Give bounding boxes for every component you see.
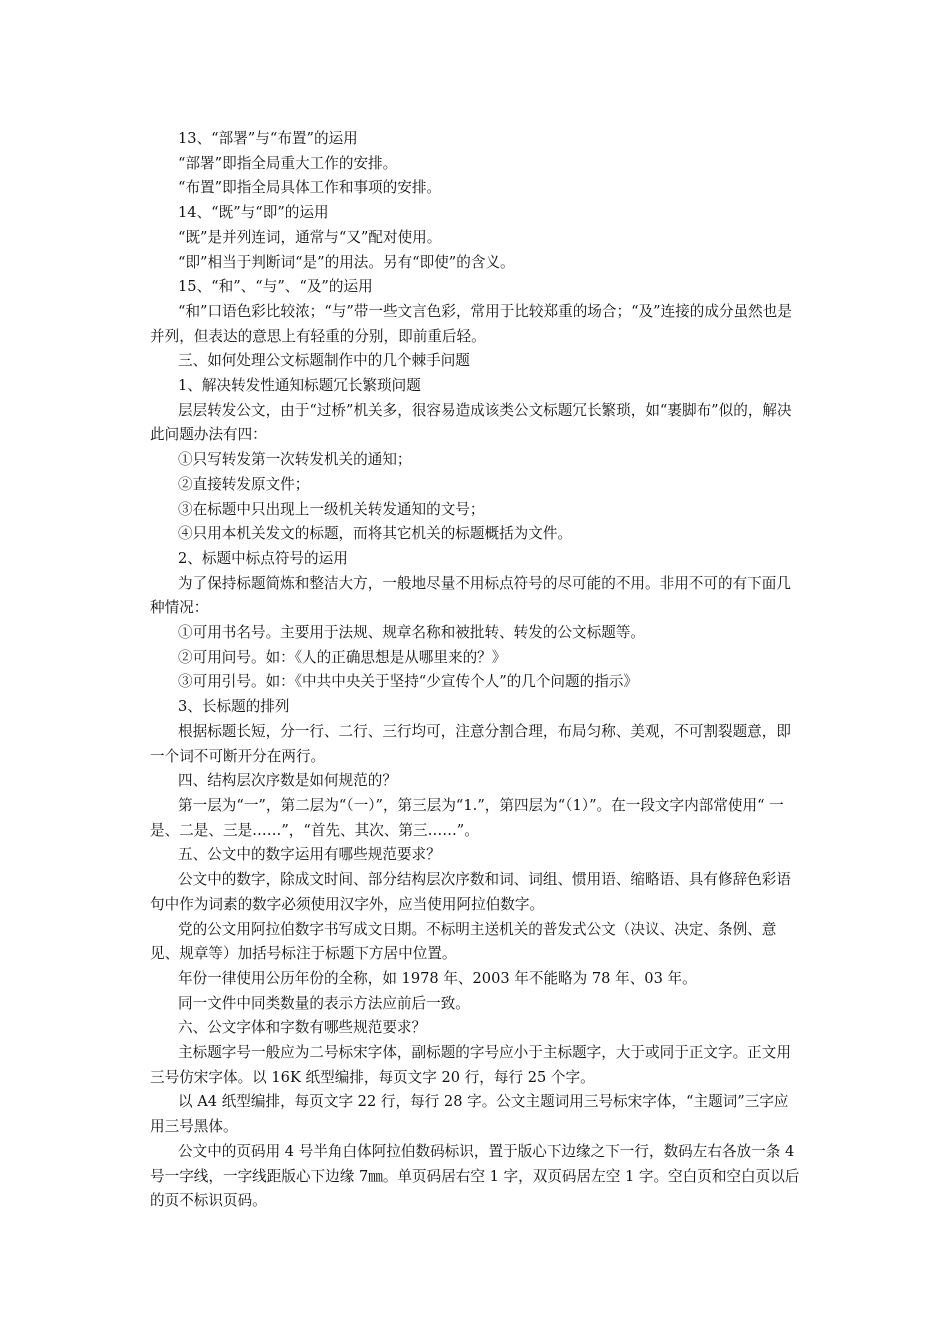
line-15: 2、标题中标点符号的运用: [178, 549, 348, 567]
line-26: 党的公文用阿拉伯数字书写成文日期。不标明主送机关的普发式公文（决议、决定、条例、意见、规章等）加括号标注于标题下方居中位置。: [150, 920, 777, 963]
line-0: 13、“部署”与“布置”的运用: [178, 130, 358, 147]
line-27: 年份一律使用公历年份的全称，如 1978 年、2003 年不能略为 78 年、03 年。: [178, 969, 697, 987]
line-7: “和”口语色彩比较浓；“与”带一些文言色彩，常用于比较郑重的场合；“及”连接的成分虽然也是并列，但表达的意思上有轻重的分别，即前重后轻。: [150, 302, 792, 345]
line-28: 同一文件中同类数量的表示方法应前后一致。: [178, 994, 470, 1012]
line-25: 公文中的数字，除成文时间、部分结构层次序数和词、词组、惯用语、缩略语、具有修辞色彩语句中作为词素的数字必须使用汉字外，应当使用阿拉伯数字。: [150, 871, 791, 913]
line-8: 三、如何处理公文标题制作中的几个棘手问题: [178, 352, 470, 370]
line-19: ③可用引号。如：《中共中央关于坚持“少宣传个人”的几个问题的指示》: [178, 673, 639, 691]
line-32: 公文中的页码用 4 号半角白体阿拉伯数码标识，置于版心下边缘之下一行，数码左右各放一条 4 号一字线，一字线距版心下边缘 7㎜。单页码居右空 1 字，双页码居左空 1 字。空白页和空白页以后的页不标识页码。: [150, 1142, 800, 1210]
line-4: “既”是并列连词，通常与“又”配对使用。: [178, 228, 442, 246]
line-12: ②直接转发原文件；: [178, 475, 310, 493]
line-21: 根据标题长短，分一行、二行、三行均可，注意分割合理，布局匀称、美观，不可割裂题意，即一个词不可断开分在两行。: [150, 722, 791, 765]
document-body: [150, 127, 800, 1214]
line-29: 六、公文字体和字数有哪些规范要求？: [178, 1019, 427, 1037]
line-18: ②可用问号。如：《人的正确思想是从哪里来的？》: [178, 648, 507, 666]
line-5: “即”相当于判断词“是”的用法。另有“即使”的含义。: [178, 253, 515, 271]
line-13: ③在标题中只出现上一级机关转发通知的文号；: [178, 500, 485, 518]
line-1: “部署”即指全局重大工作的安排。: [178, 154, 398, 172]
line-11: ①只写转发第一次转发机关的通知；: [178, 451, 412, 469]
line-2: “布置”即指全局具体工作和事项的安排。: [178, 179, 442, 197]
line-16: 为了保持标题简炼和整洁大方，一般地尽量不用标点符号的尽可能的不用。非用不可的有下面几种情况：: [150, 574, 791, 617]
line-14: ④只用本机关发文的标题，而将其它机关的标题概括为文件。: [178, 525, 573, 543]
line-23: 第一层为“一”，第二层为“（一）”，第三层为“1.”，第四层为“（1）”。在一段文字内部常使用“ 一是、二是、三是……”，“首先、其次、第三……”。: [150, 796, 784, 839]
line-31: 以 A4 纸型编排，每页文字 22 行，每行 28 字。公文主题词用三号标宋字体，“主题词”三字应用三号黑体。: [150, 1093, 789, 1136]
line-3: 14、“既”与“即”的运用: [178, 204, 329, 222]
line-22: 四、结构层次序数是如何规范的？: [178, 772, 397, 790]
line-17: ①可用书名号。主要用于法规、规章名称和被批转、转发的公文标题等。: [178, 624, 646, 642]
line-20: 3、长标题的排列: [178, 698, 290, 716]
line-24: 五、公文中的数字运用有哪些规范要求？: [178, 846, 441, 864]
line-6: 15、“和”、“与”、“及”的运用: [178, 278, 373, 296]
line-10: 层层转发公文，由于“过桥”机关多，很容易造成该类公文标题冗长繁琐，如“裹脚布”似的，解决此问题办法有四：: [150, 401, 792, 444]
line-30: 主标题字号一般应为二号标宋字体，副标题的字号应小于主标题字，大于或同于正文字。正文用三号仿宋字体。以 16K 纸型编排，每页文字 20 行，每行 25 个字。: [150, 1044, 791, 1086]
line-9: 1、解决转发性通知标题冗长繁琐问题: [178, 377, 421, 395]
